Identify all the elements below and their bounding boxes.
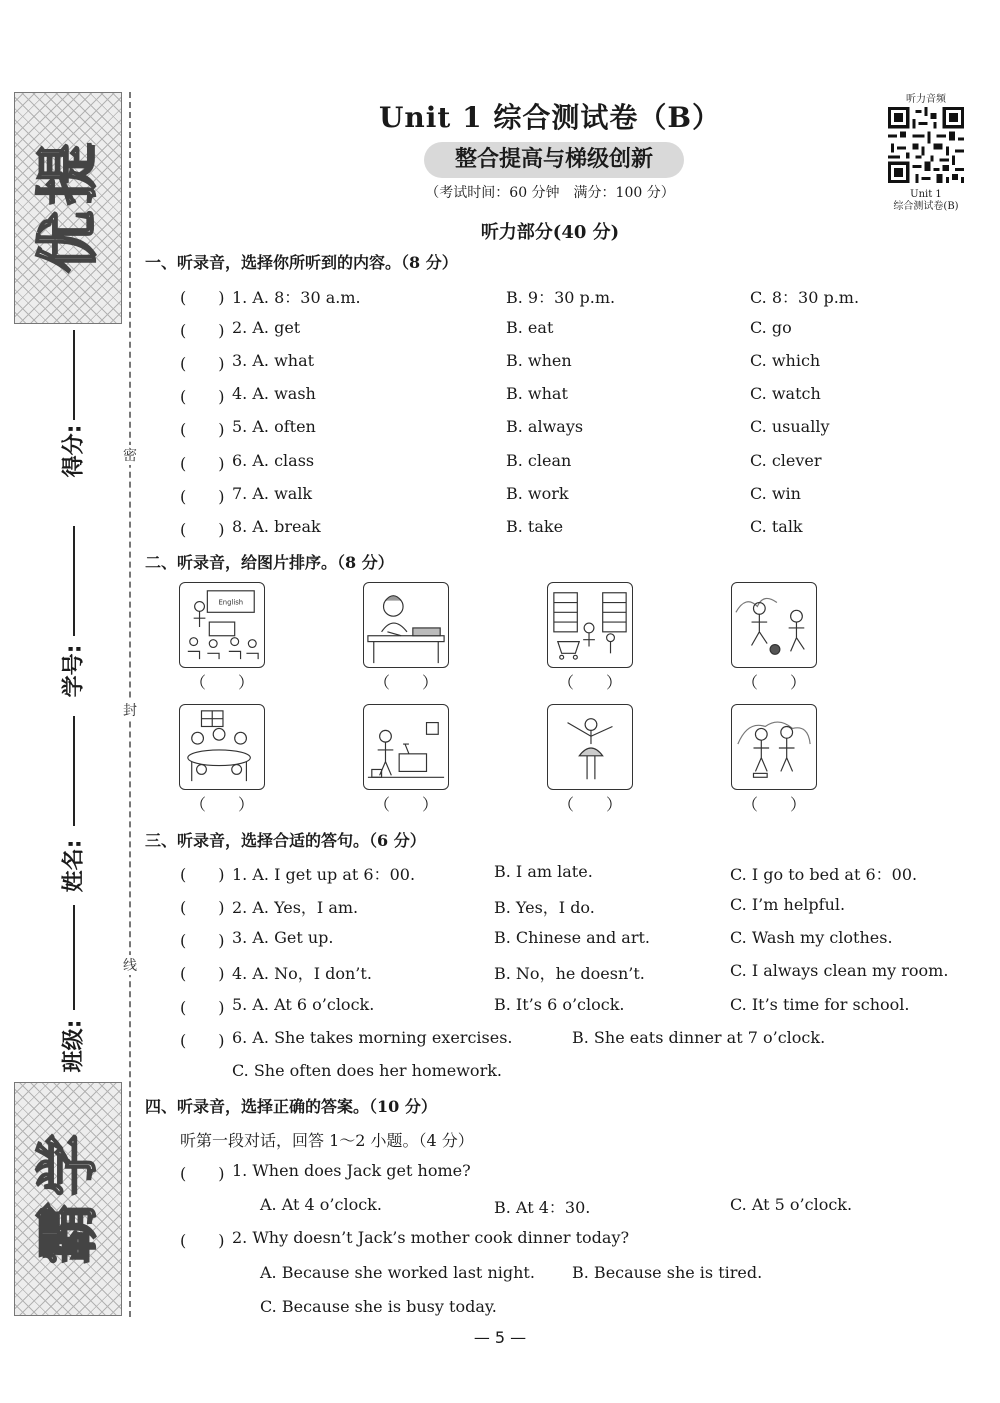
option-c: C. Wash my clothes. [730,928,893,947]
option-b: B. always [506,417,584,436]
option-b: B. It’s 6 o’clock. [494,995,625,1014]
part3-question [180,1028,960,1054]
part2-heading: 二、听录音，给图片排序。（8 分） [145,553,394,572]
option-a: 3. A. Get up. [232,928,334,947]
option-a: 4. A. No，I don’t. [232,964,372,983]
option-c: C. watch [750,384,821,403]
picture-order-blank[interactable]: （ ） [741,673,806,692]
option-c: C. 8：30 p.m. [750,288,860,307]
part4-question [180,1228,960,1254]
class-line-wrap [54,905,94,1025]
question-stem: 2. Why doesn’t Jack’s mother cook dinner today? [232,1228,630,1247]
option-b: B. Yes，I do. [494,898,595,917]
two-kids-walking-picture [731,704,817,790]
option-b: B. At 4：30. [494,1198,591,1217]
answer-blank[interactable]: ( ) [180,998,225,1017]
qr-code-icon[interactable] [888,107,964,183]
qr-caption-test: 综合测试卷(B) [893,201,959,212]
badge-bottom [14,1082,122,1316]
part3-question [180,895,960,921]
badge-top-char-1: 提 [30,142,104,206]
option-a: 2. A. Yes，I am. [232,898,359,917]
listening-section-heading: 听力部分(40 分) [480,222,620,243]
part1-question [180,451,960,477]
option-b: B. Because she is tired. [572,1263,763,1282]
page-number: — 5 — [473,1328,527,1347]
option-c: C. I go to bed at 6：00. [730,865,918,884]
student-id-line-wrap [54,526,94,656]
part1-question [180,351,960,377]
seal-char-mi: 密 [119,445,141,465]
option-c: C. I’m helpful. [730,895,846,914]
option-a: A. At 4 o’clock. [260,1195,382,1214]
option-a: 6. A. She takes morning exercises. [232,1028,513,1047]
question-stem: 1. When does Jack get home? [232,1161,471,1180]
part3-heading: 三、听录音，选择合适的答句。（6 分） [145,831,426,850]
cleaning-room-picture [363,704,449,790]
option-b: B. eat [506,318,554,337]
part4-question [180,1161,960,1187]
answer-blank[interactable]: ( ) [180,487,225,506]
badge-bottom-char-1: 学 [30,1133,104,1197]
answer-blank[interactable]: ( ) [180,1164,225,1183]
picture-order-blank[interactable]: （ ） [557,795,622,814]
option-b: B. when [506,351,572,370]
option-b: B. No，he doesn’t. [494,964,645,983]
badge-top [14,92,122,324]
answer-blank[interactable]: ( ) [180,898,225,917]
part1-question [180,318,960,344]
qr-code-block[interactable] [882,90,970,213]
option-b: B. what [506,384,568,403]
classroom-picture [179,582,265,668]
blackboard-word: English [218,598,244,607]
answer-blank[interactable]: ( ) [180,288,225,307]
picture-order-blank[interactable]: （ ） [557,673,622,692]
name-line-wrap [54,716,94,846]
option-a: 1. A. I get up at 6：00. [232,865,416,884]
option-b: B. work [506,484,569,503]
option-a: A. Because she worked last night. [260,1263,535,1282]
class-field[interactable] [54,1019,94,1073]
option-c: C. clever [750,451,822,470]
page-subtitle: 整合提高与梯级创新 [424,142,684,178]
answer-blank[interactable]: ( ) [180,1031,225,1050]
option-a: 5. A. At 6 o’clock. [232,995,375,1014]
dancing-girl-picture [547,704,633,790]
option-b: B. 9：30 p.m. [506,288,616,307]
score-field[interactable] [54,424,94,478]
option-b: B. take [506,517,564,536]
part3-question [180,862,960,888]
option-b: B. clean [506,451,572,470]
part1-question [180,285,960,311]
option-c: C. It’s time for school. [730,995,910,1014]
option-a: 1. A. 8：30 a.m. [232,288,361,307]
answer-blank[interactable]: ( ) [180,321,225,340]
seal-char-xian: 线 [119,955,141,975]
name-label: 姓名: [61,839,86,893]
option-b: B. I am late. [494,862,593,881]
part3-question [180,961,960,987]
part1-question [180,517,960,543]
badge-bottom-char-2: 霸 [30,1201,104,1265]
option-c: C. go [750,318,792,337]
boy-writing-picture [363,582,449,668]
part4-options [180,1195,960,1221]
option-a: 6. A. class [232,451,315,470]
score-line-wrap [54,330,94,438]
family-dinner-picture [179,704,265,790]
part1-heading: 一、听录音，选择你所听到的内容。（8 分） [145,253,458,272]
picture-order-blank[interactable]: （ ） [741,795,806,814]
answer-blank[interactable]: ( ) [180,520,225,539]
option-b: B. She eats dinner at 7 o’clock. [572,1028,826,1047]
answer-blank[interactable]: ( ) [180,354,225,373]
picture-order-blank[interactable]: （ ） [189,795,254,814]
picture-order-blank[interactable]: （ ） [373,795,438,814]
badge-top-char-2: 优 [30,210,104,274]
exam-info: （考试时间：60 分钟 满分：100 分） [425,185,675,201]
answer-blank[interactable]: ( ) [180,865,225,884]
part1-question [180,417,960,443]
option-c: C. Because she is busy today. [260,1297,497,1316]
option-c: C. win [750,484,801,503]
option-c: C. She often does her homework. [232,1061,502,1080]
part4-options [180,1263,960,1289]
score-label: 得分: [61,424,86,478]
option-b: B. Chinese and art. [494,928,651,947]
student-id-label: 学号: [61,644,86,698]
option-c: C. talk [750,517,803,536]
option-a: 8. A. break [232,517,321,536]
option-c: C. At 5 o’clock. [730,1195,853,1214]
student-id-field[interactable] [54,644,94,698]
picture-order-blank[interactable]: （ ） [189,673,254,692]
answer-blank[interactable]: ( ) [180,931,225,950]
answer-blank[interactable]: ( ) [180,454,225,473]
option-a: 2. A. get [232,318,301,337]
shopping-picture [547,582,633,668]
option-c: C. I always clean my room. [730,961,949,980]
part4-subnote: 听第一段对话，回答 1～2 小题。（4 分） [180,1131,474,1150]
qr-top-label: 听力音频 [906,94,946,105]
answer-blank[interactable]: ( ) [180,1231,225,1250]
part3-question [180,928,960,954]
seal-char-feng: 封 [119,700,141,720]
answer-blank[interactable]: ( ) [180,420,225,439]
part3-question [180,995,960,1021]
option-a: 5. A. often [232,417,316,436]
page-title: Unit 1 综合测试卷（B） [379,101,721,134]
qr-caption-unit: Unit 1 [910,189,942,200]
part4-heading: 四、听录音，选择正确的答案。（10 分） [145,1097,437,1116]
option-c: C. usually [750,417,830,436]
picture-order-blank[interactable]: （ ） [373,673,438,692]
part1-question [180,484,960,510]
name-field[interactable] [54,839,94,893]
option-a: 3. A. what [232,351,315,370]
football-picture [731,582,817,668]
answer-blank[interactable]: ( ) [180,964,225,983]
part1-question [180,384,960,410]
class-label: 班级: [61,1019,86,1073]
option-c: C. which [750,351,821,370]
answer-blank[interactable]: ( ) [180,387,225,406]
option-a: 4. A. wash [232,384,316,403]
option-a: 7. A. walk [232,484,313,503]
